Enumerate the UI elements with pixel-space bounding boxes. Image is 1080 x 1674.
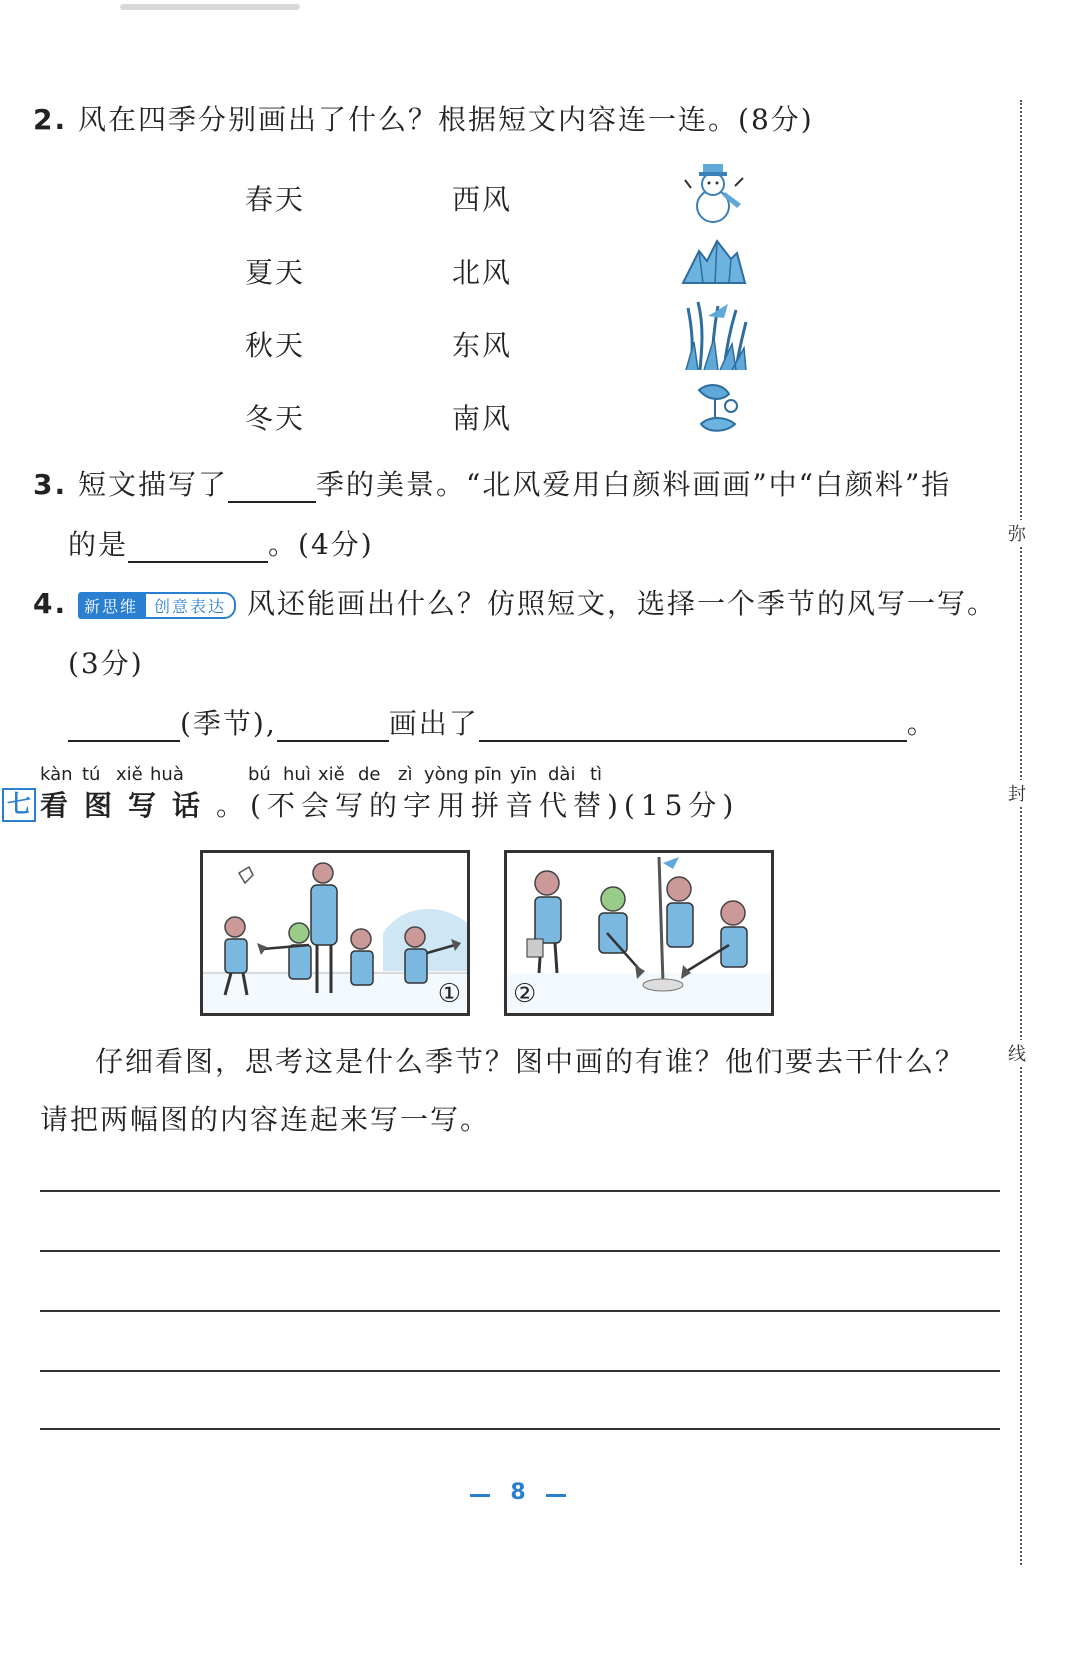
answer-blank-drawing[interactable]: [479, 710, 907, 742]
season-2[interactable]: 夏天: [245, 256, 306, 289]
writing-prompt-line-2: 请把两幅图的内容连起来写一写。: [40, 1103, 491, 1136]
question-text-d: 。(4分): [268, 528, 374, 561]
wind-2[interactable]: 北风: [452, 256, 513, 289]
picture-2-number: ②: [513, 979, 537, 1009]
pinyin-9: zì: [398, 764, 413, 785]
question-text: 风在四季分别画出了什么？根据短文内容连一连。(8分): [78, 103, 814, 136]
seal-dotted-line: [1020, 100, 1022, 1565]
question-4-score: (3分): [68, 647, 144, 680]
writing-line-3[interactable]: [40, 1310, 1000, 1312]
picture-1-number: ①: [437, 979, 461, 1009]
section-7-title: [40, 784, 739, 824]
seal-char-1: 弥: [1008, 520, 1026, 546]
pinyin-5: bú: [248, 764, 271, 785]
top-smudge: [120, 4, 300, 10]
picture-1: [200, 850, 470, 1016]
reeds-icon[interactable]: [684, 298, 748, 372]
pinyin-10: yòng: [424, 764, 469, 785]
page-number-left-dash: [470, 1494, 490, 1497]
children-planting-tree-illustration: [507, 853, 771, 1013]
writing-line-5[interactable]: [40, 1428, 1000, 1430]
section-title-rest: 。(不会写的字用拼音代替)(15分): [216, 789, 740, 822]
pinyin-12: yīn: [510, 764, 538, 785]
writing-line-4[interactable]: [40, 1370, 1000, 1372]
pinyin-7: xiě: [318, 764, 345, 785]
fill-text-a: (季节),: [180, 707, 277, 740]
question-number: 2.: [33, 103, 68, 136]
wind-1[interactable]: 西风: [452, 183, 513, 216]
answer-blank-season[interactable]: [228, 471, 316, 503]
badge-creative: 创意表达: [144, 592, 236, 619]
section-title: 看图写话: [40, 789, 217, 822]
page-number: 8: [510, 1480, 526, 1505]
question-3: [33, 463, 951, 503]
pinyin-11: pīn: [474, 764, 502, 785]
fill-end: 。: [906, 707, 937, 740]
question-4-fill: [68, 702, 937, 742]
season-1[interactable]: 春天: [245, 183, 306, 216]
picture-2: [504, 850, 774, 1016]
pinyin-4: huà: [150, 764, 184, 785]
page-number-right-dash: [546, 1494, 566, 1497]
writing-line-2[interactable]: [40, 1250, 1000, 1252]
question-text: 风还能画出什么？仿照短文，选择一个季节的风写一写。: [246, 587, 997, 620]
question-text-c: 的是: [68, 528, 129, 561]
mountain-icon[interactable]: [681, 237, 747, 285]
question-text-b: 季的美景。“北风爱用白颜料画画”中“白颜料”指: [316, 468, 952, 501]
pinyin-2: tú: [82, 764, 101, 785]
question-number: 3.: [33, 468, 68, 501]
question-text-a: 短文描写了: [78, 468, 229, 501]
writing-line-1[interactable]: [40, 1190, 1000, 1192]
question-2: [33, 98, 814, 138]
seal-char-3: 线: [1008, 1040, 1026, 1066]
question-3-line-2: [68, 523, 374, 563]
answer-blank-season-choice[interactable]: [68, 710, 180, 742]
wind-4[interactable]: 南风: [452, 402, 513, 435]
wind-3[interactable]: 东风: [452, 329, 513, 362]
pinyin-14: tì: [590, 764, 603, 785]
season-3[interactable]: 秋天: [245, 329, 306, 362]
section-7-marker: 七: [2, 788, 36, 822]
fill-text-b: 画出了: [388, 707, 479, 740]
pinyin-1: kàn: [40, 764, 73, 785]
writing-prompt-line-1: 仔细看图，思考这是什么季节？图中画的有谁？他们要去干什么？: [95, 1045, 966, 1078]
question-number: 4.: [33, 587, 68, 620]
seal-char-2: 封: [1008, 780, 1026, 806]
pinyin-6: huì: [283, 764, 311, 785]
pinyin-3: xiě: [116, 764, 143, 785]
pinyin-13: dài: [548, 764, 576, 785]
season-4[interactable]: 冬天: [245, 402, 306, 435]
lotus-icon[interactable]: [693, 380, 743, 440]
answer-blank-wind[interactable]: [277, 710, 389, 742]
answer-blank-meaning[interactable]: [128, 531, 268, 563]
badge-new-thinking: 新思维: [78, 592, 144, 619]
question-4: [33, 582, 997, 622]
pinyin-8: de: [358, 764, 381, 785]
snowman-icon[interactable]: [683, 158, 747, 226]
children-planting-illustration: [203, 853, 467, 1013]
